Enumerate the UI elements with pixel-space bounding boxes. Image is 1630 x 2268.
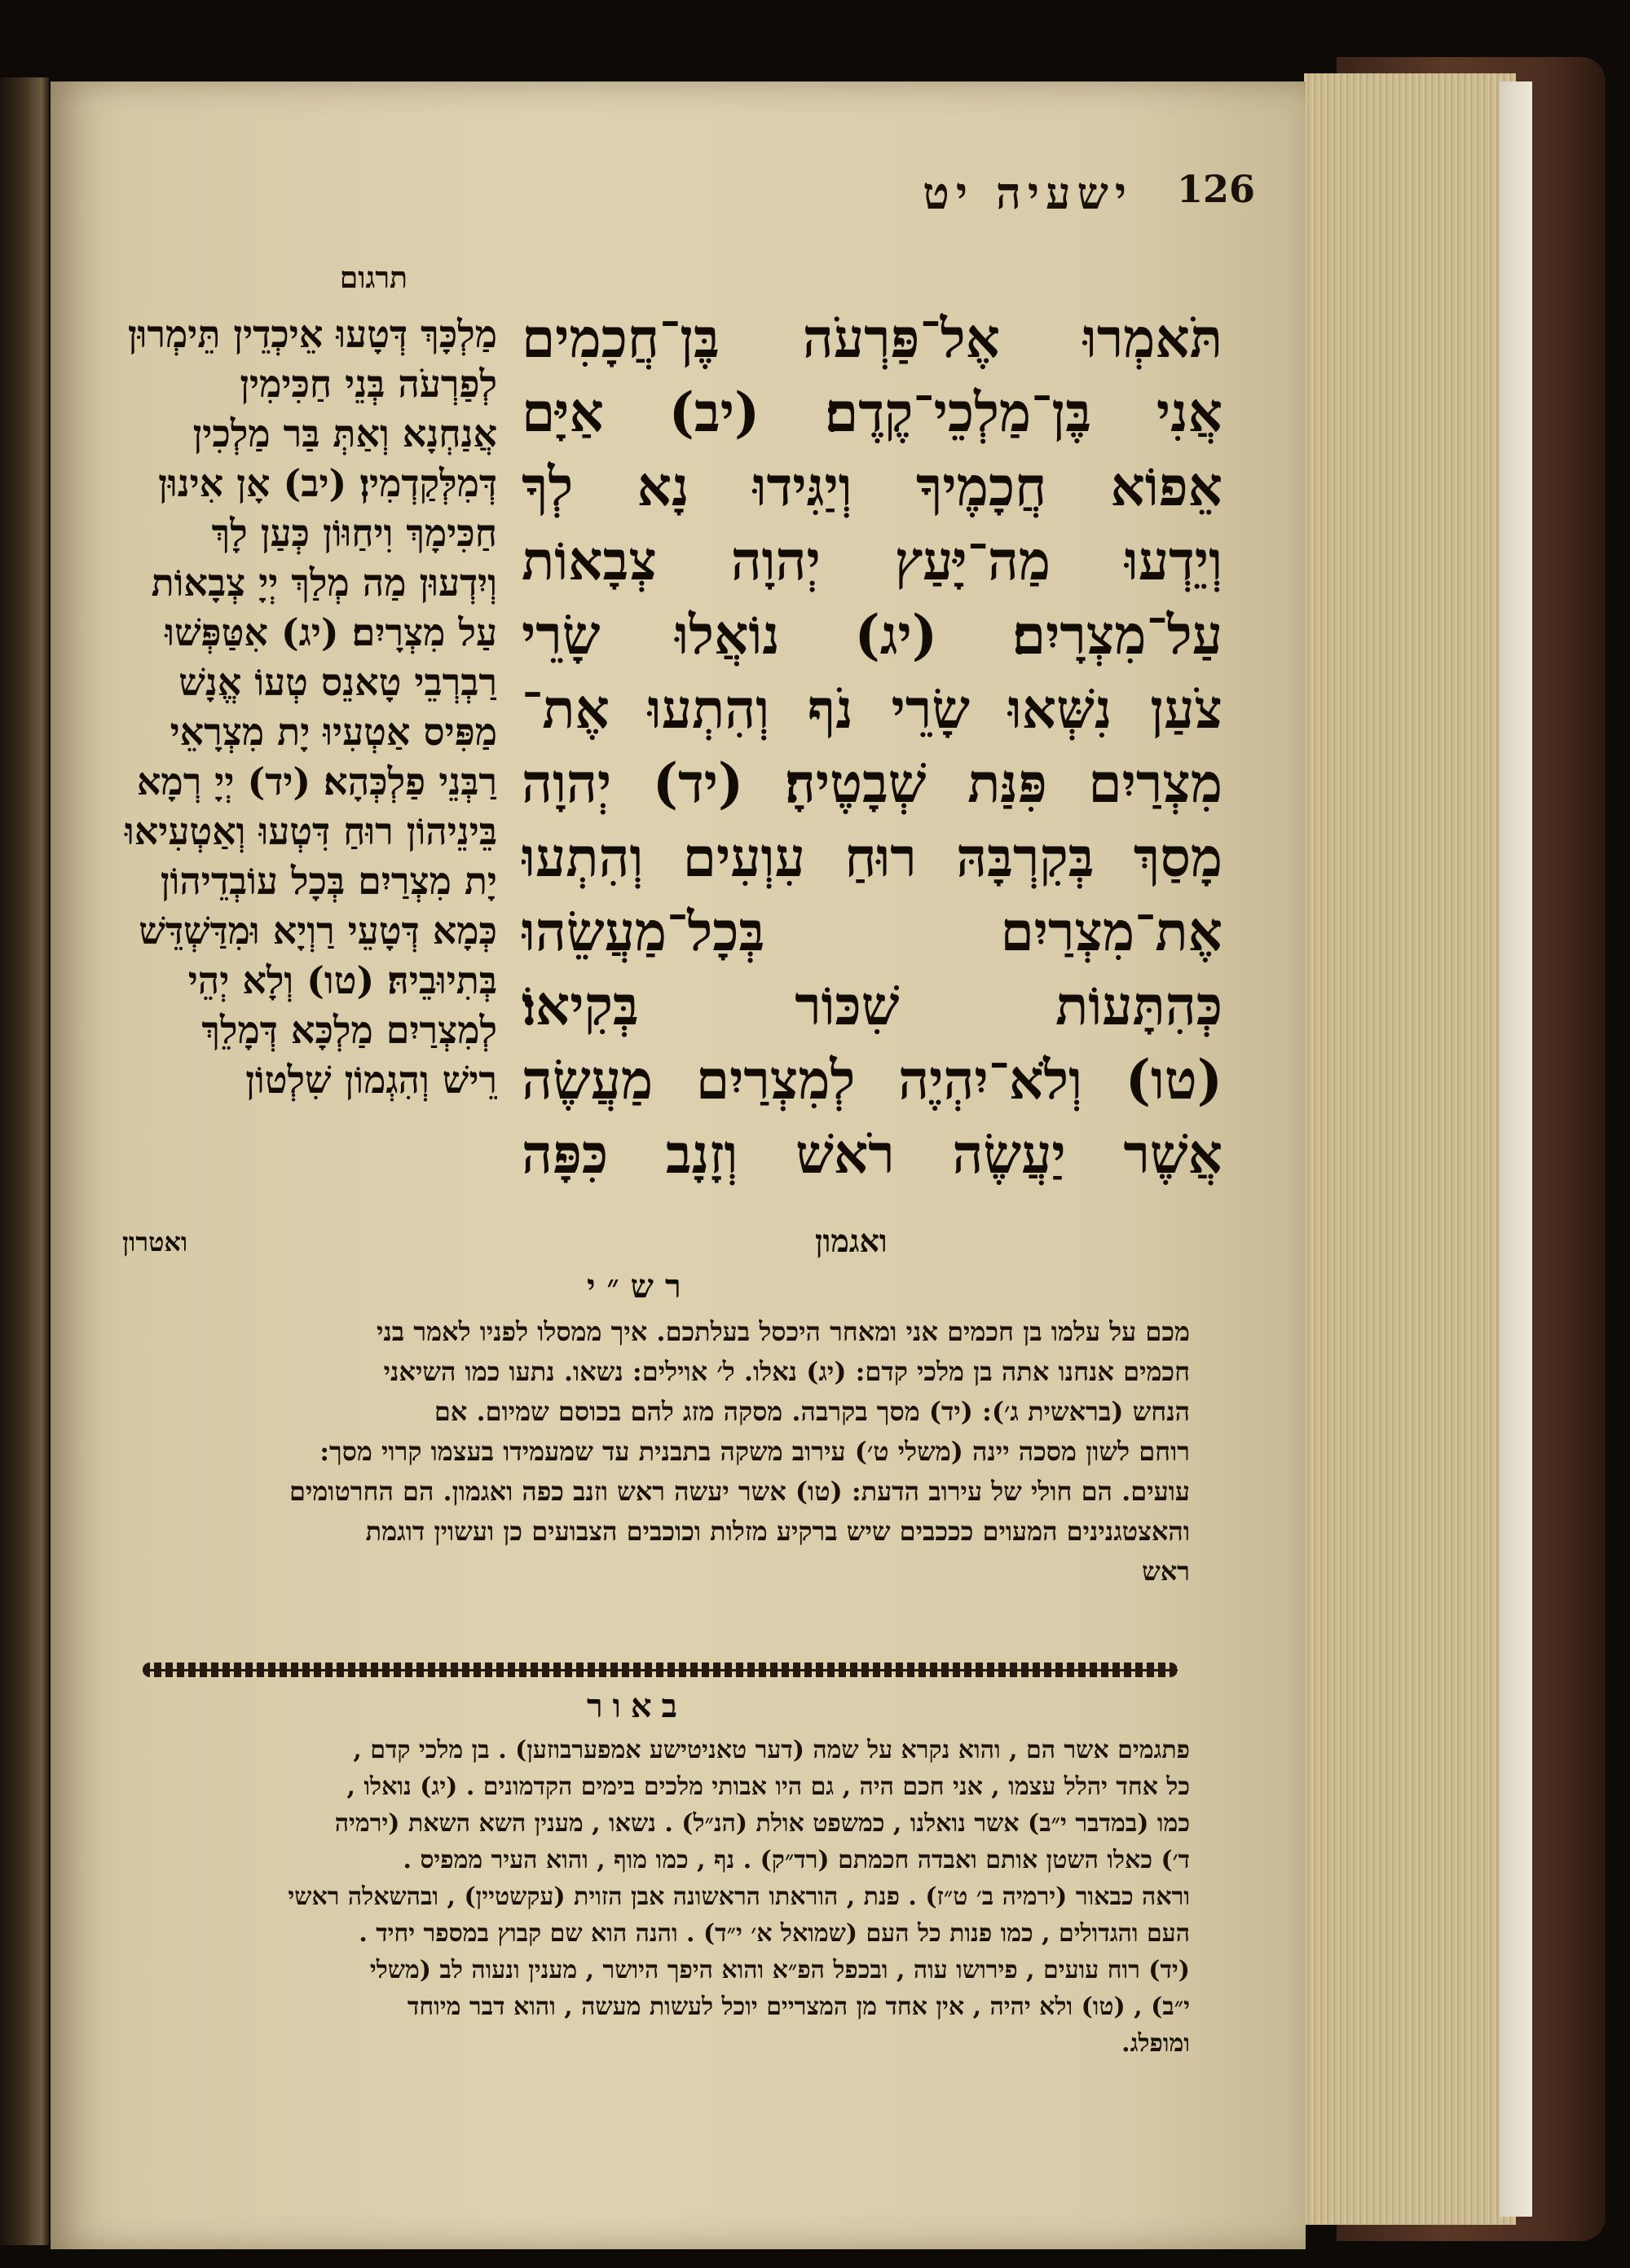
rashi-heading: רש״י — [587, 1267, 693, 1306]
main-text-line: אֵפוֹא חֲכָמֶיךָ וְיַגִּידוּ נָא לְךָ — [522, 455, 1222, 518]
biur-line: (יד) רוח עועים , פירושו עוה , ובכפל הפ״א והוא היפך היושר , מענין ונעוה לב (משלי — [369, 1956, 1190, 1984]
rashi-line: עועים. הם חולי של עירוב הדעת: (טו) אשר יעשה ראש וזנב כפה ואגמון. הם החרטומים — [289, 1476, 1190, 1507]
targum-line: לְפַרְעֹה בְּנֵי חַכִּימִין — [240, 362, 497, 406]
targum-heading: תרגום — [339, 261, 408, 295]
main-text-line: מִצְרַיִם פִּנַּת שְׁבָטֶיהָ׃ (יד) יְהוָה — [522, 751, 1222, 815]
main-text-line: וְיֵדְעוּ מַה־יָּעַץ יְהוָה צְבָאוֹת — [522, 529, 1222, 592]
targum-line: דְּמִלְּקַדְמִין׃ (יב) אָן אִינוּן — [158, 461, 497, 505]
main-text-column — [522, 302, 1222, 1191]
targum-line: לְמִצְרַיִם מַלְכָּא דְּמָלֵךְ — [201, 1008, 497, 1052]
main-text-line: עַל־מִצְרָיִם׃ (יג) נוֹאֲלוּ שָׂרֵי — [522, 603, 1222, 667]
page-edges — [1304, 73, 1516, 2225]
targum-line: חַכִּימָךְ וִיחַוּוֹן כְּעַן לָךְ — [211, 511, 497, 555]
targum-line: רַבְּנֵי פַלְכְּהָא׃ (יד) יְיָ רְמָא — [136, 760, 497, 804]
rashi-line: הנחש (בראשית ג׳): (יד) מסך בקרבה. מסקה מזג להם בכוסם שמיום. אם — [434, 1396, 1190, 1427]
biur-line: ד׳) כאלו השטן אותם ואבדה חכמתם (רד״ק) . נף , כמו מוף , והוא העיר ממפיס . — [403, 1846, 1190, 1874]
rashi-line: חכמים אנחנו אתה בן מלכי קדם: (יג) נאלו. ל׳ אוילים: נשאו. נתעו כמו השיאני — [383, 1356, 1190, 1387]
targum-line: מַפִּיס אַטְעִיוּ יָת מִצְרָאֵי — [170, 710, 497, 754]
targum-line: אֲנַחְנָא וְאַתְּ בַּר מַלְכִין — [192, 412, 497, 456]
targum-line: עַל מִצְרָיִם׃ (יג) אִטַּפְּשׁוּ — [165, 610, 497, 654]
main-text-line: (טו) וְלֹא־יִהְיֶה לְמִצְרַיִם מַעֲשֶׂה — [522, 1048, 1222, 1112]
rashi-line: והאצטגנינים המעוים כככבים שיש ברקיע מזלות וכוכבים הצבועים כן ועשוין דוגמת — [365, 1516, 1190, 1547]
main-text-line: צֹעַן נִשְּׁאוּ שָׂרֵי נֹף וְהִתְעוּ אֶת־ — [522, 677, 1222, 741]
targum-catchword: ואטרון — [122, 1226, 188, 1257]
targum-line: יָת מִצְרַיִם בְּכָל עוֹבְדֵיהוֹן — [160, 859, 497, 903]
main-text-line: כְּהִתָּעוֹת שִׁכּוֹר בְּקִיאוֹ׃ — [522, 974, 1222, 1037]
page-number: 126 — [1176, 167, 1255, 211]
facing-page-edge — [0, 77, 49, 2245]
biur-commentary — [98, 1732, 1190, 2062]
rashi-commentary — [98, 1312, 1190, 1592]
biur-line: כל אחד יהלל עצמו , אני חכם היה , גם היו אבותי מלכים בימים הקדמונים . (יג) נואלו , — [346, 1773, 1190, 1801]
biur-line: כמו (במדבר י״ב) אשר נואלנו , כמשפט אולת (הנ״ל) . נשאו , מענין השא השאת (ירמיה — [334, 1809, 1190, 1838]
rashi-line: רוחם לשון מסכה יינה (משלי ט׳) עירוב משקה בתבנית עד שמעמידו בעצמו קרוי מסך: — [319, 1436, 1190, 1467]
main-catchword: ואגמון — [815, 1222, 888, 1259]
biur-line: העם והגדולים , כמו פנות כל העם (שמואל א׳ י״ד) . והנה הוא שם קבוץ במספר יחיד . — [359, 1919, 1190, 1948]
page-header — [717, 167, 1255, 265]
targum-line: בֵּינֵיהוֹן רוּחַ דִּטְעוּ וְאַטְעִיאוּ — [124, 809, 497, 853]
biur-line: י״ב) , (טו) ולא יהיה , אין אחד מן המצריים יוכל לעשות מעשה , והוא דבר מיוחד — [407, 1993, 1190, 2021]
targum-line: רֵישׁ וְהִגְמוֹן שִׁלְטוֹן — [245, 1058, 497, 1102]
biur-heading: באור — [587, 1687, 687, 1725]
running-title: ישעיה יט — [923, 167, 1133, 219]
main-text-line: אֶת־מִצְרַיִם בְּכָל־מַעֲשֵׂהוּ — [522, 900, 1222, 963]
main-text-line: מָסַךְ בְּקִרְבָּהּ רוּחַ עִוְעִים וְהִתְעוּ — [522, 826, 1222, 889]
main-text-line: אֲשֶׁר יַעֲשֶׂה רֹאשׁ וְזָנָב כִּפָּה — [522, 1122, 1222, 1186]
rashi-line: מכם על עלמו בן חכמים אני ומאחר היכסל בעלתכם. איך ממסלו לפניו לאמר בני — [376, 1316, 1190, 1347]
biur-line: וראה כבאור (ירמיה ב׳ ט״ז) . פנת , הוראתו הראשונה אבן הזוית (עקשטיין) , ובהשאלה ראשי — [288, 1883, 1190, 1911]
targum-line: מַלְכָּךְ דְּטָעוּ אֵיכְדֵין תֵּימְרוּן — [127, 312, 497, 356]
main-text-line: אֲנִי בֶּן־מַלְכֵי־קֶדֶם׃ (יב) אַיָּם — [522, 381, 1222, 444]
ornamental-divider — [143, 1662, 1178, 1677]
targum-column — [90, 310, 497, 1105]
targum-line: בְּתִיוּבֵיהּ׃ (טו) וְלָא יְהֵי — [187, 958, 497, 1002]
rashi-line: ראש — [1142, 1556, 1190, 1587]
endpaper — [1500, 81, 1532, 2217]
biur-line: פתגמים אשר הם , והוא נקרא על שמה (דער טאניטישע אמפערבוזען) . בן מלכי קדם , — [353, 1736, 1190, 1764]
targum-line: וְיִדְעוּן מַה מְלַךְ יְיָ צְבָאוֹת — [151, 561, 497, 605]
targum-line: כְּמָא דְּטָעֵי רַוְיָא וּמִדַּשְׁדֵּשׁ — [139, 909, 497, 953]
targum-line: רַבְרְבֵי טָאנֵס טְעוֹ אֱנָשׁ — [178, 660, 497, 704]
main-text-line: תֹּאמְרוּ אֶל־פַּרְעֹה בֶּן־חֲכָמִים — [522, 306, 1222, 370]
biur-line: ומופלג. — [1121, 2029, 1190, 2058]
